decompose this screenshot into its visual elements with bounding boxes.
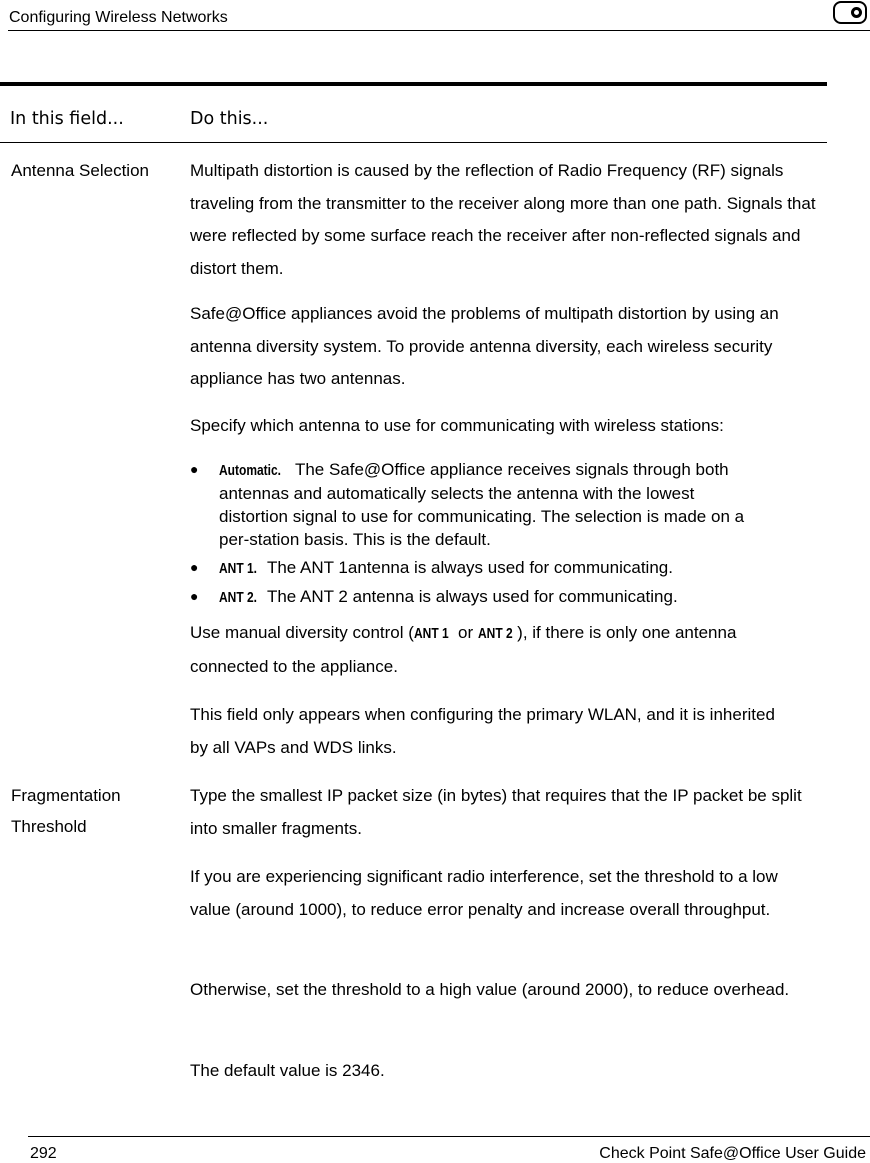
header-divider [8,30,870,31]
column-header-action: Do this... [190,109,269,129]
page-number: 292 [30,1145,57,1162]
antenna-paragraph-note: This field only appears when configuring the primary WLAN, and it is inherited by all VAPs and WDS links. [190,705,775,757]
antenna-paragraph-multipath: Multipath distortion is caused by the reflection of Radio Frequency (RF) signals traveling from the transmitter to the receiver along more than one path. Signals that were reflected by some surface reach the receiver after non-reflected signals and distort them. [190,161,816,278]
antenna-paragraph-diversity: Safe@Office appliances avoid the problems of multipath distortion by using an antenna diversity system. To provide antenna diversity, each wireless security appliance has two antennas. [190,304,779,388]
option-keyword: ANT 2. [219,589,258,606]
checkpoint-logo-icon [833,1,867,24]
fragmentation-paragraph-default: The default value is 2346. [190,1061,385,1080]
option-description: The ANT 1antenna is always used for communicating. [266,558,673,577]
fragmentation-paragraph-otherwise: Otherwise, set the threshold to a high value (around 2000), to reduce overhead. [190,980,790,999]
manual-keyword-ant1: ANT 1 [413,625,449,642]
table-top-rule [0,82,827,86]
field-name-antenna-selection: Antenna Selection [11,161,149,180]
table-header-rule [0,142,827,143]
field-name-fragmentation-threshold: Fragmentation Threshold [11,786,121,836]
footer-divider [28,1136,870,1137]
column-header-field: In this field... [10,109,124,129]
antenna-paragraph-manual: Use manual diversity control (ANT 1 or ANT 2 ), if there is only one antenna connected to the appliance. [190,617,810,683]
antenna-paragraph-specify: Specify which antenna to use for communicating with wireless stations: [190,416,724,435]
option-keyword: ANT 1. [219,560,258,577]
option-description: The Safe@Office appliance receives signals through both antennas and automatically selects the antenna with the lowest distortion signal to use for communicating. The selection is made on a per-station basis. This is the default. [219,460,745,549]
running-header-title: Configuring Wireless Networks [9,9,228,26]
fragmentation-paragraph-interference: If you are experiencing significant radio interference, set the threshold to a low value (around 1000), to reduce error penalty and increase overall throughput. [190,867,778,919]
bullet-icon: ● [190,559,199,575]
bullet-icon: ● [190,461,199,477]
option-keyword: Automatic. [219,462,282,479]
bullet-icon: ● [190,588,199,604]
manual-keyword-ant2: ANT 2 [477,625,513,642]
option-description: The ANT 2 antenna is always used for communicating. [266,587,678,606]
fragmentation-paragraph-type: Type the smallest IP packet size (in bytes) that requires that the IP packet be split into smaller fragments. [190,786,802,838]
footer-guide-title: Check Point Safe@Office User Guide [599,1145,866,1162]
